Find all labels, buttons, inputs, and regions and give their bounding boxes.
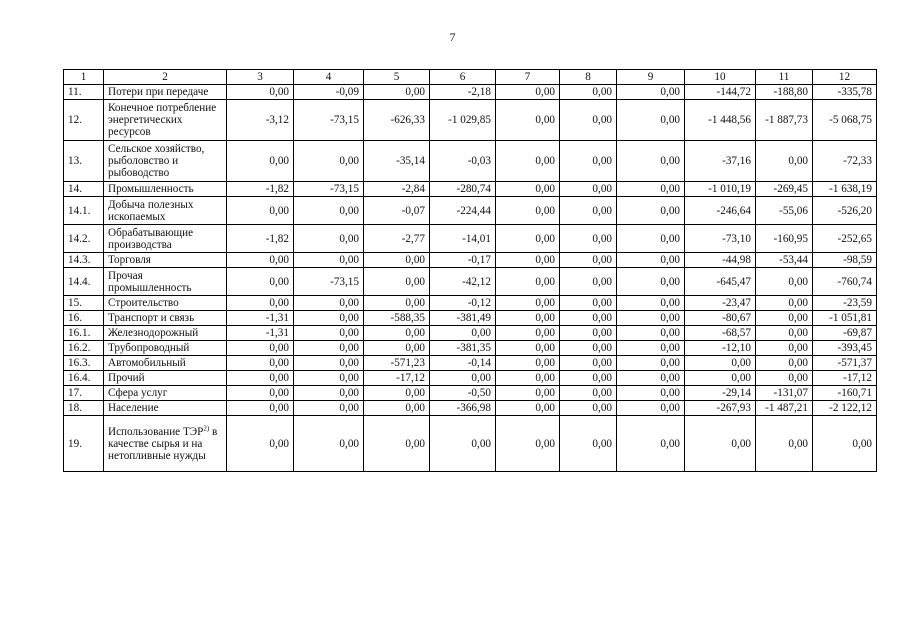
value-cell: -131,07 — [756, 386, 813, 401]
value-cell: -17,12 — [813, 371, 877, 386]
table-row — [64, 225, 877, 253]
row-code: 19. — [64, 416, 104, 472]
value-cell: 0,00 — [294, 416, 364, 472]
value-cell: 0,00 — [227, 416, 294, 472]
value-cell: 0,00 — [560, 268, 617, 296]
value-cell: 0,00 — [560, 141, 617, 182]
value-cell: -0,09 — [294, 85, 364, 100]
table-row — [64, 416, 877, 472]
value-cell: 0,00 — [560, 386, 617, 401]
header-cell: 6 — [430, 70, 496, 85]
value-cell: 0,00 — [294, 253, 364, 268]
value-cell: -393,45 — [813, 341, 877, 356]
value-cell: -23,47 — [685, 296, 756, 311]
value-cell: 0,00 — [227, 268, 294, 296]
table-row — [64, 85, 877, 100]
row-code: 16. — [64, 311, 104, 326]
value-cell: -1,82 — [227, 225, 294, 253]
row-name: Прочая промышленность — [104, 268, 227, 296]
value-cell: -1 487,21 — [756, 401, 813, 416]
value-cell: 0,00 — [227, 197, 294, 225]
value-cell: 0,00 — [560, 85, 617, 100]
value-cell: 0,00 — [227, 253, 294, 268]
value-cell: 0,00 — [294, 197, 364, 225]
value-cell: -73,15 — [294, 268, 364, 296]
value-cell: -571,37 — [813, 356, 877, 371]
row-name: Добыча полезных ископаемых — [104, 197, 227, 225]
value-cell: -44,98 — [685, 253, 756, 268]
row-name: Прочий — [104, 371, 227, 386]
value-cell: -2,77 — [364, 225, 430, 253]
value-cell: 0,00 — [560, 371, 617, 386]
value-cell: 0,00 — [560, 341, 617, 356]
row-code: 16.3. — [64, 356, 104, 371]
row-code: 14. — [64, 182, 104, 197]
value-cell: -1 010,19 — [685, 182, 756, 197]
value-cell: 0,00 — [496, 253, 560, 268]
value-cell: 0,00 — [685, 356, 756, 371]
value-cell: 0,00 — [617, 341, 685, 356]
value-cell: 0,00 — [560, 401, 617, 416]
row-code: 14.4. — [64, 268, 104, 296]
value-cell: -53,44 — [756, 253, 813, 268]
value-cell: 0,00 — [294, 341, 364, 356]
table-row — [64, 253, 877, 268]
row-name: Потери при передаче — [104, 85, 227, 100]
table-row — [64, 182, 877, 197]
row-name: Население — [104, 401, 227, 416]
value-cell: -80,67 — [685, 311, 756, 326]
page-number: 7 — [449, 30, 456, 44]
value-cell: -14,01 — [430, 225, 496, 253]
value-cell: 0,00 — [294, 296, 364, 311]
row-code: 16.1. — [64, 326, 104, 341]
value-cell: -335,78 — [813, 85, 877, 100]
row-code: 14.1. — [64, 197, 104, 225]
header-cell: 2 — [104, 70, 227, 85]
value-cell: 0,00 — [756, 268, 813, 296]
value-cell: 0,00 — [617, 416, 685, 472]
value-cell: -37,16 — [685, 141, 756, 182]
value-cell: -280,74 — [430, 182, 496, 197]
row-name: Торговля — [104, 253, 227, 268]
value-cell: 0,00 — [560, 182, 617, 197]
value-cell: -2 122,12 — [813, 401, 877, 416]
value-cell: -144,72 — [685, 85, 756, 100]
value-cell: 0,00 — [227, 356, 294, 371]
value-cell: 0,00 — [496, 197, 560, 225]
value-cell: 0,00 — [364, 386, 430, 401]
value-cell: -69,87 — [813, 326, 877, 341]
table-row — [64, 268, 877, 296]
value-cell: 0,00 — [617, 100, 685, 141]
row-code: 12. — [64, 100, 104, 141]
table-header-row — [64, 70, 877, 85]
value-cell: 0,00 — [756, 356, 813, 371]
value-cell: 0,00 — [227, 296, 294, 311]
value-cell: 0,00 — [364, 85, 430, 100]
value-cell: -29,14 — [685, 386, 756, 401]
value-cell: 0,00 — [227, 341, 294, 356]
value-cell: -252,65 — [813, 225, 877, 253]
table-row — [64, 100, 877, 141]
value-cell: 0,00 — [756, 296, 813, 311]
row-code: 15. — [64, 296, 104, 311]
value-cell: -35,14 — [364, 141, 430, 182]
value-cell: 0,00 — [294, 225, 364, 253]
value-cell: 0,00 — [496, 386, 560, 401]
value-cell: -381,35 — [430, 341, 496, 356]
value-cell: 0,00 — [685, 416, 756, 472]
value-cell: 0,00 — [364, 253, 430, 268]
header-cell: 1 — [64, 70, 104, 85]
table-row — [64, 371, 877, 386]
value-cell: 0,00 — [560, 253, 617, 268]
value-cell: 0,00 — [294, 401, 364, 416]
value-cell: 0,00 — [617, 253, 685, 268]
header-cell: 8 — [560, 70, 617, 85]
value-cell: -0,07 — [364, 197, 430, 225]
table-row — [64, 311, 877, 326]
table-row — [64, 401, 877, 416]
row-name: Сельское хозяйство, рыболовство и рыбоводство — [104, 141, 227, 182]
value-cell: -2,84 — [364, 182, 430, 197]
row-name: Конечное потребление энергетических ресурсов — [104, 100, 227, 141]
value-cell: -5 068,75 — [813, 100, 877, 141]
value-cell: 0,00 — [496, 401, 560, 416]
value-cell: -1 029,85 — [430, 100, 496, 141]
value-cell: -224,44 — [430, 197, 496, 225]
table-row — [64, 141, 877, 182]
value-cell: 0,00 — [560, 311, 617, 326]
table-row — [64, 386, 877, 401]
row-code: 14.2. — [64, 225, 104, 253]
value-cell: -269,45 — [756, 182, 813, 197]
value-cell: 0,00 — [496, 85, 560, 100]
value-cell: 0,00 — [617, 182, 685, 197]
value-cell: -0,12 — [430, 296, 496, 311]
row-name: Автомобильный — [104, 356, 227, 371]
value-cell: 0,00 — [227, 371, 294, 386]
value-cell: 0,00 — [227, 85, 294, 100]
value-cell: 0,00 — [294, 356, 364, 371]
header-cell: 3 — [227, 70, 294, 85]
value-cell: 0,00 — [496, 268, 560, 296]
value-cell: -760,74 — [813, 268, 877, 296]
value-cell: 0,00 — [294, 311, 364, 326]
value-cell: 0,00 — [364, 416, 430, 472]
value-cell: 0,00 — [617, 371, 685, 386]
value-cell: 0,00 — [756, 371, 813, 386]
value-cell: 0,00 — [560, 416, 617, 472]
row-name-text: Использование ТЭР — [108, 425, 204, 438]
row-code: 13. — [64, 141, 104, 182]
value-cell: 0,00 — [756, 326, 813, 341]
value-cell: -381,49 — [430, 311, 496, 326]
row-name: Обрабатывающие производства — [104, 225, 227, 253]
row-code: 14.3. — [64, 253, 104, 268]
value-cell: 0,00 — [364, 296, 430, 311]
row-code: 17. — [64, 386, 104, 401]
value-cell: 0,00 — [617, 296, 685, 311]
value-cell: -588,35 — [364, 311, 430, 326]
footnote-marker: 2) — [203, 423, 210, 432]
value-cell: -0,03 — [430, 141, 496, 182]
value-cell: -1,31 — [227, 311, 294, 326]
value-cell: -160,71 — [813, 386, 877, 401]
value-cell: -246,64 — [685, 197, 756, 225]
value-cell: 0,00 — [560, 356, 617, 371]
value-cell: 0,00 — [227, 386, 294, 401]
table-row — [64, 296, 877, 311]
value-cell: -0,50 — [430, 386, 496, 401]
value-cell: -267,93 — [685, 401, 756, 416]
value-cell: 0,00 — [617, 401, 685, 416]
value-cell: -366,98 — [430, 401, 496, 416]
value-cell: 0,00 — [496, 341, 560, 356]
value-cell: 0,00 — [294, 141, 364, 182]
value-cell: -160,95 — [756, 225, 813, 253]
row-code: 11. — [64, 85, 104, 100]
value-cell: 0,00 — [227, 141, 294, 182]
value-cell: 0,00 — [294, 326, 364, 341]
row-name: Транспорт и связь — [104, 311, 227, 326]
value-cell: -1,82 — [227, 182, 294, 197]
value-cell: 0,00 — [560, 326, 617, 341]
value-cell: -626,33 — [364, 100, 430, 141]
value-cell: -1 051,81 — [813, 311, 877, 326]
row-code: 18. — [64, 401, 104, 416]
value-cell: 0,00 — [617, 85, 685, 100]
value-cell: 0,00 — [496, 416, 560, 472]
value-cell: 0,00 — [430, 326, 496, 341]
value-cell: 0,00 — [496, 225, 560, 253]
value-cell: 0,00 — [617, 386, 685, 401]
value-cell: 0,00 — [496, 311, 560, 326]
value-cell: 0,00 — [364, 326, 430, 341]
value-cell: 0,00 — [294, 386, 364, 401]
value-cell: -645,47 — [685, 268, 756, 296]
header-cell: 5 — [364, 70, 430, 85]
value-cell: -188,80 — [756, 85, 813, 100]
value-cell: -23,59 — [813, 296, 877, 311]
value-cell: 0,00 — [294, 371, 364, 386]
row-code: 16.4. — [64, 371, 104, 386]
value-cell: 0,00 — [560, 225, 617, 253]
row-name: Сфера услуг — [104, 386, 227, 401]
value-cell: -17,12 — [364, 371, 430, 386]
value-cell: -3,12 — [227, 100, 294, 141]
energy-balance-table — [63, 69, 877, 472]
value-cell: -526,20 — [813, 197, 877, 225]
value-cell: 0,00 — [430, 416, 496, 472]
header-cell: 11 — [756, 70, 813, 85]
value-cell: 0,00 — [617, 197, 685, 225]
value-cell: -73,10 — [685, 225, 756, 253]
header-cell: 9 — [617, 70, 685, 85]
value-cell: 0,00 — [496, 326, 560, 341]
value-cell: -571,23 — [364, 356, 430, 371]
value-cell: -68,57 — [685, 326, 756, 341]
value-cell: 0,00 — [430, 371, 496, 386]
value-cell: 0,00 — [756, 311, 813, 326]
value-cell: -73,15 — [294, 182, 364, 197]
value-cell: -1 448,56 — [685, 100, 756, 141]
value-cell: 0,00 — [617, 326, 685, 341]
value-cell: 0,00 — [617, 141, 685, 182]
value-cell: 0,00 — [617, 356, 685, 371]
header-cell: 10 — [685, 70, 756, 85]
row-code: 16.2. — [64, 341, 104, 356]
value-cell: -42,12 — [430, 268, 496, 296]
value-cell: -2,18 — [430, 85, 496, 100]
header-cell: 7 — [496, 70, 560, 85]
table-row — [64, 341, 877, 356]
value-cell: 0,00 — [364, 268, 430, 296]
value-cell: 0,00 — [617, 311, 685, 326]
value-cell: 0,00 — [496, 371, 560, 386]
value-cell: 0,00 — [560, 197, 617, 225]
value-cell: 0,00 — [617, 268, 685, 296]
value-cell: 0,00 — [756, 341, 813, 356]
value-cell: 0,00 — [227, 401, 294, 416]
value-cell: -1 638,19 — [813, 182, 877, 197]
header-cell: 12 — [813, 70, 877, 85]
value-cell: -72,33 — [813, 141, 877, 182]
table-row — [64, 326, 877, 341]
value-cell: 0,00 — [560, 296, 617, 311]
row-name: Железнодорожный — [104, 326, 227, 341]
row-name: Строительство — [104, 296, 227, 311]
row-name-text-rest: в качестве сырья и на нетопливные нужды — [108, 425, 218, 462]
value-cell: -98,59 — [813, 253, 877, 268]
value-cell: 0,00 — [756, 416, 813, 472]
table-body — [64, 70, 877, 472]
value-cell: 0,00 — [364, 341, 430, 356]
value-cell: 0,00 — [496, 182, 560, 197]
value-cell: -55,06 — [756, 197, 813, 225]
row-name: Промышленность — [104, 182, 227, 197]
value-cell: 0,00 — [496, 141, 560, 182]
value-cell: 0,00 — [364, 401, 430, 416]
value-cell: 0,00 — [496, 100, 560, 141]
table-row — [64, 356, 877, 371]
value-cell: -0,17 — [430, 253, 496, 268]
value-cell: -1 887,73 — [756, 100, 813, 141]
row-name: Трубопроводный — [104, 341, 227, 356]
value-cell: -1,31 — [227, 326, 294, 341]
value-cell: 0,00 — [756, 141, 813, 182]
value-cell: -0,14 — [430, 356, 496, 371]
value-cell: -12,10 — [685, 341, 756, 356]
header-cell: 4 — [294, 70, 364, 85]
table-row — [64, 197, 877, 225]
value-cell: 0,00 — [813, 416, 877, 472]
value-cell: 0,00 — [617, 225, 685, 253]
value-cell: 0,00 — [496, 296, 560, 311]
value-cell: 0,00 — [560, 100, 617, 141]
row-name — [104, 416, 227, 472]
value-cell: 0,00 — [685, 371, 756, 386]
value-cell: -73,15 — [294, 100, 364, 141]
value-cell: 0,00 — [496, 356, 560, 371]
